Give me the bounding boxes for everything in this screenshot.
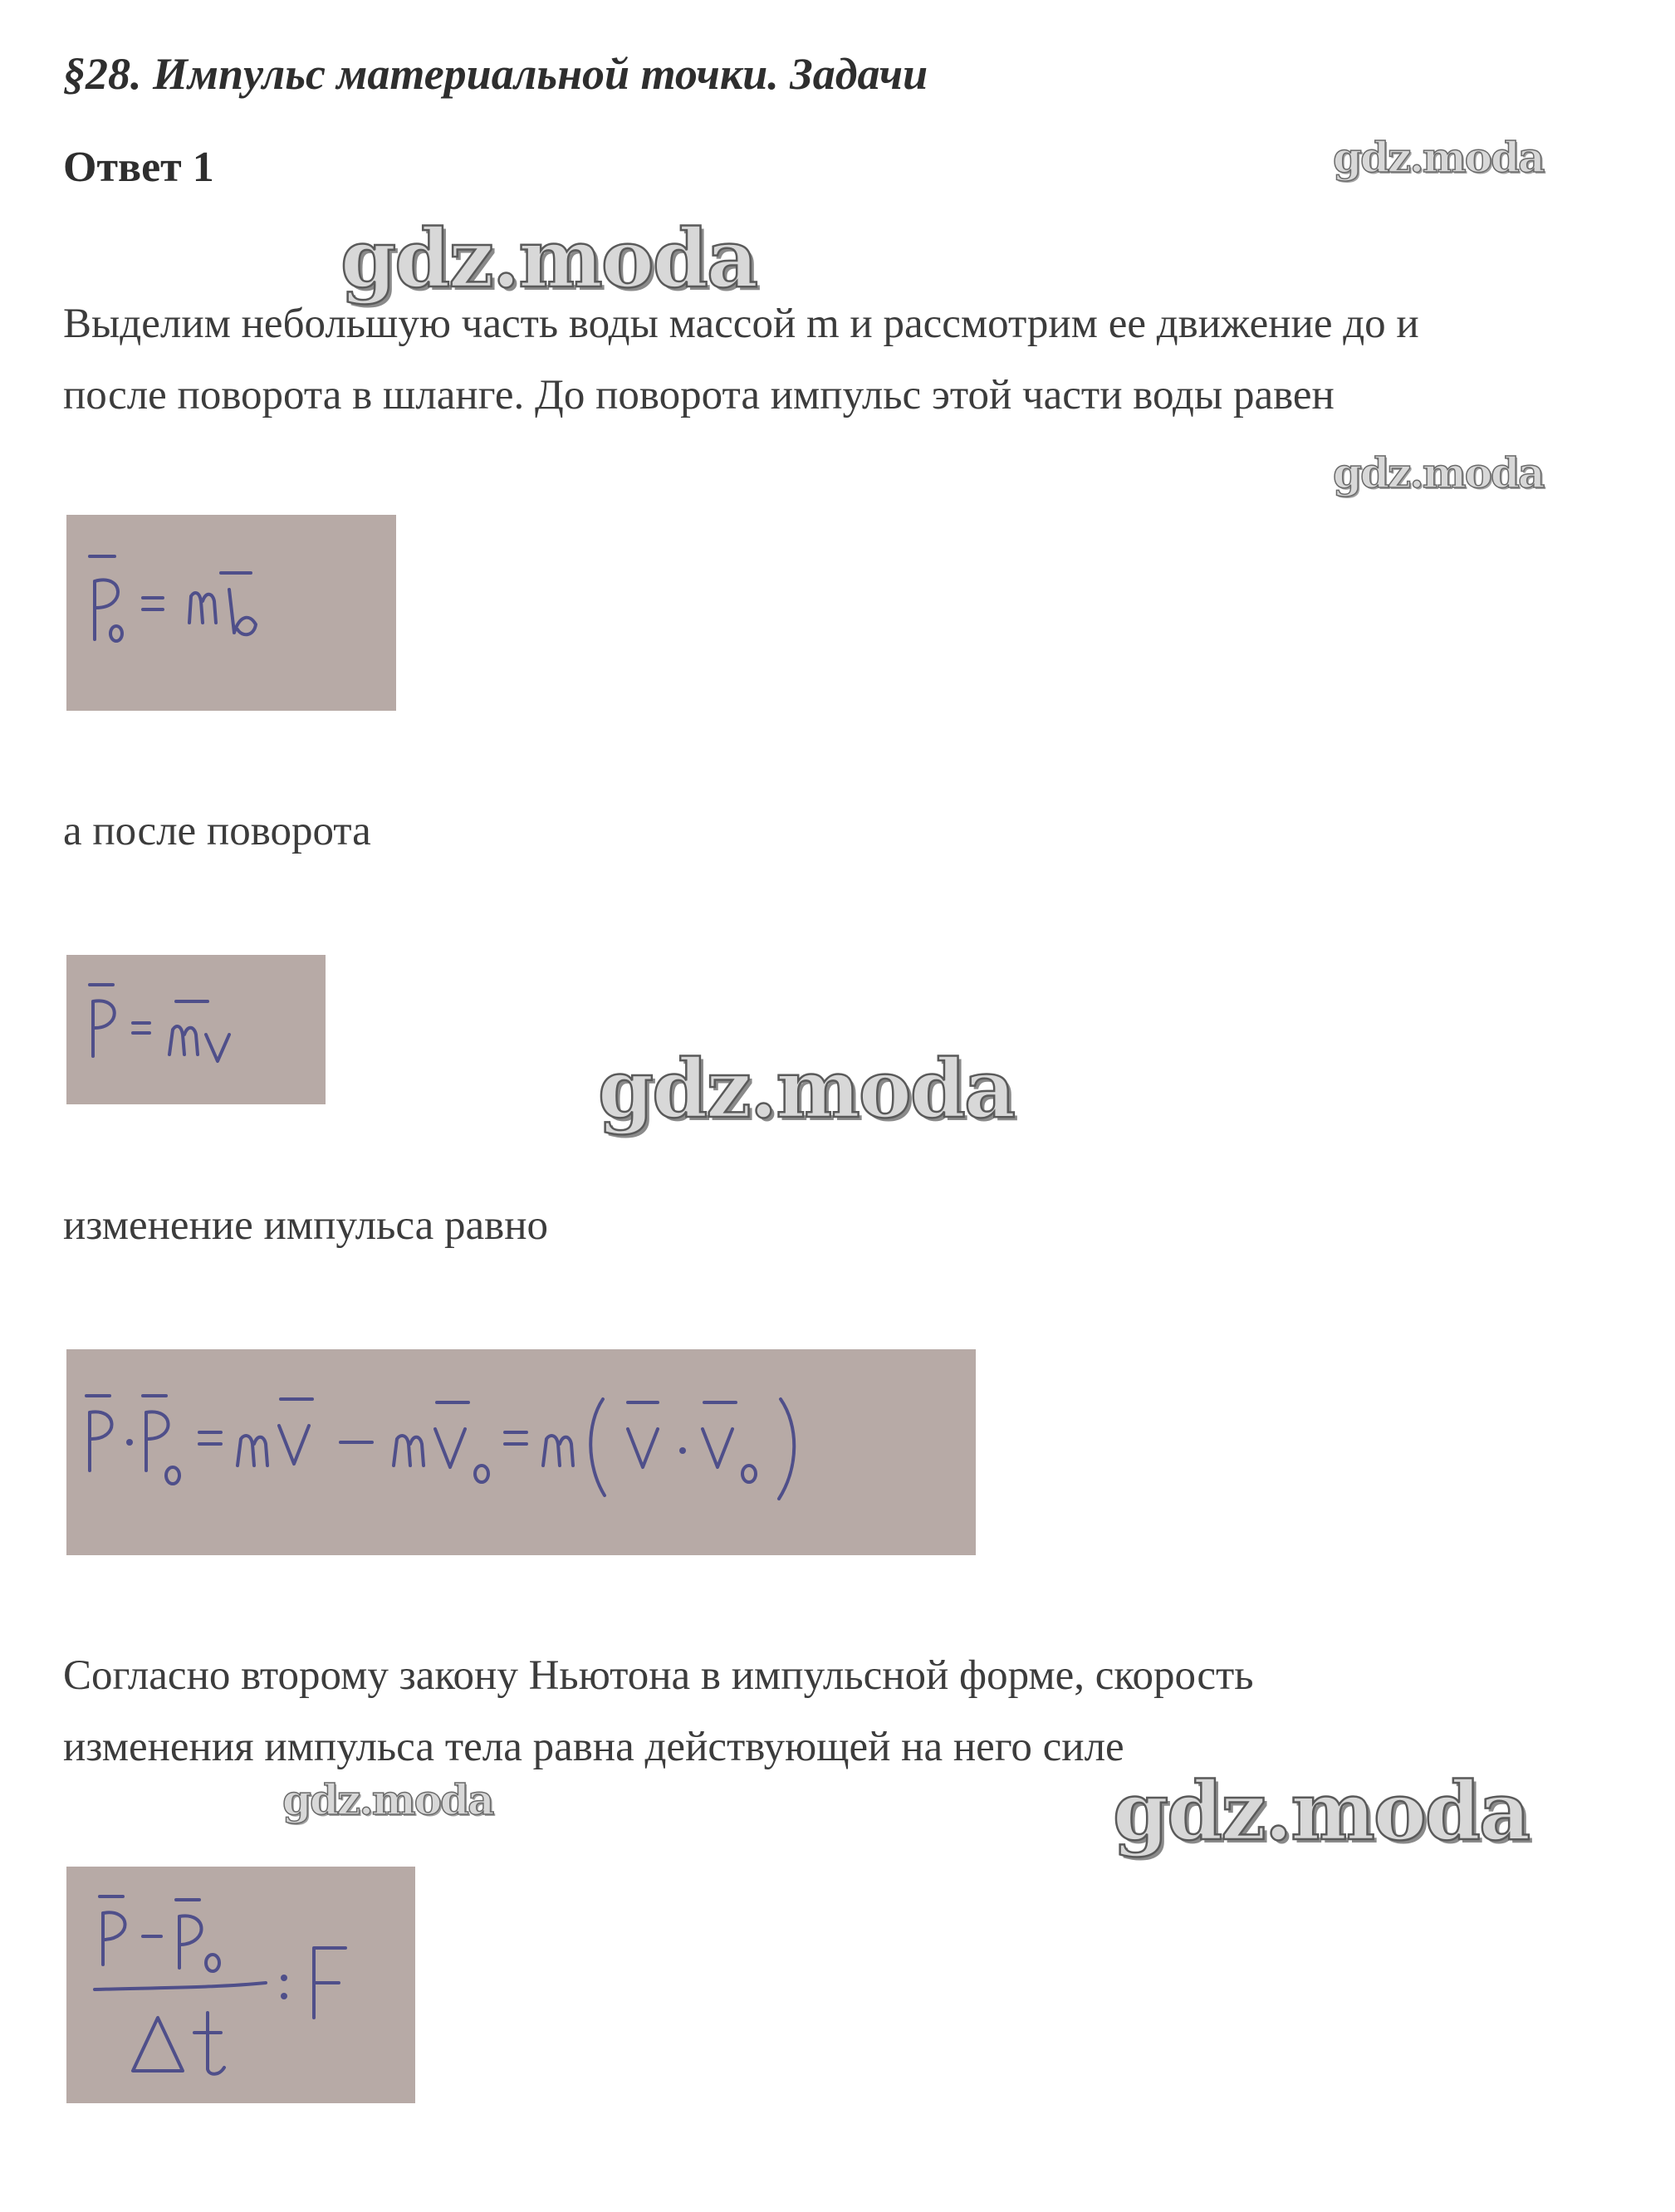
watermark-bottom-left: gdz.moda bbox=[282, 1775, 493, 1824]
formula-image-3 bbox=[66, 1349, 976, 1555]
paragraph-2: а после поворота bbox=[63, 808, 371, 854]
watermark-mid-right: gdz.moda bbox=[1333, 448, 1544, 497]
answer-label: Ответ 1 bbox=[63, 144, 214, 191]
section-title: §28. Импульс материальной точки. Задачи bbox=[63, 49, 928, 99]
paragraph-1-line-1: Выделим небольшую часть воды массой m и рассмотрим ее движение до и bbox=[63, 301, 1419, 347]
paragraph-1-line-2: после поворота в шланге. До поворота импульс этой части воды равен bbox=[63, 372, 1335, 418]
formula-image-2 bbox=[66, 955, 326, 1104]
watermark-bottom-right: gdz.moda bbox=[1113, 1764, 1530, 1858]
paragraph-3: изменение импульса равно bbox=[63, 1202, 549, 1249]
paragraph-4-line-1: Согласно второму закону Ньютона в импульсной форме, скорость bbox=[63, 1652, 1254, 1699]
formula-image-4 bbox=[66, 1867, 415, 2103]
watermark-top-right: gdz.moda bbox=[1333, 133, 1544, 182]
formula-image-1 bbox=[66, 515, 396, 711]
paragraph-4-line-2: изменения импульса тела равна действующей на него силе bbox=[63, 1724, 1124, 1770]
watermark-top-left: gdz.moda bbox=[340, 212, 757, 306]
watermark-center: gdz.moda bbox=[598, 1042, 1015, 1136]
